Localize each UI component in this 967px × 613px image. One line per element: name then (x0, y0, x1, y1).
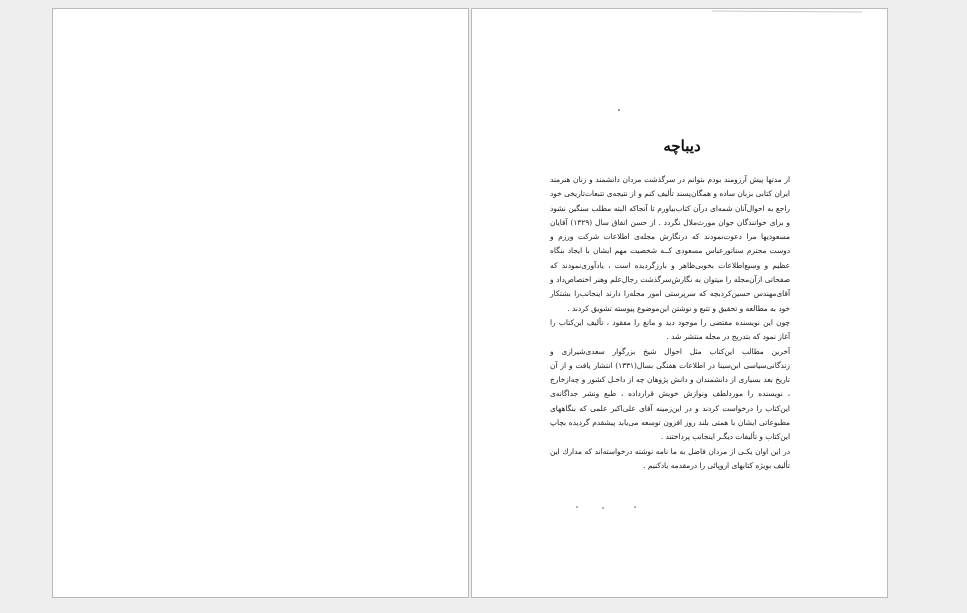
paragraph: از مدتها پیش آرزومند بودم بتوانم در سرگذشت مردان دانشمند و زنان هنرمند ایران کتابی بزبان ساده و همگان‌پسند تألیف کنم و از نتیجه‌ی تتبعات‌تاریخی خود راجع به احوال‌آنان شمه‌ای درآن کتاب‌بیاورم تا آنجاکه البته مطلب سنگین نشود و برای خوانندگان جوان مورث‌ملال نگردد . از حسن اتفاق سال (۱۳۲۹) آقایان مسعودیها مرا دعوت‌نمودند که درنگارش مجله‌ی اطلاعات شرکت ورزم و دوست محترم سناتورعباس مسعودی کــه شخصیت مهم ایشان با ایجاد بنگاه عظیم و وسیع‌اطلاعات بخوبی‌ظاهر و بارزگردیده است ، یادآوری‌نمودند که صفحاتی ازآن‌مجله را میتوان به نگارش‌سرگذشت رجال‌علم وهنر اختصاص‌داد و آقای‌مهندس حسین‌کردبچه که سرپرستی امور مجله‌را دارند اینجانب‌را بشتکار خود به مطالعه و تحقیق و تتبع و نوشتن این‌موضوع پیوسته تشویق کردند . (550, 175, 790, 313)
paragraph: چون این نویسنده مقتضی را موجود دید و مانع را مفقود ، تألیف این‌کتاب را آغاز نمود که بتدریج در مجله منتشر شد . (550, 317, 790, 342)
paragraph: آخرین مطالب این‌کتاب مثل احوال شیخ بزرگوار سعدی‌شیرازی و زندگانی‌سیاسی ابن‌سینا در اطلاعات هفتگی بسال(۱۳۳۱) انتشار یافت و از آن تاریخ بعد بسیاری از دانشمندان و دانش پژوهان چه از داخـل کشور و چه‌ازخارج ، نویسنده را موردلطف ونوازش خویش قرارداده ، طبع ونشر جداگانه‌ی این‌کتاب را درخواست کردند و در این‌زمینه آقای علی‌اکبر علمی که بنگاههای مطبوعاتی ایشان با همتی بلند روز افزون توسعه می‌یابد پیشقدم گردیده بچاپ این‌کتاب و تألیفات دیگـر اینجانب پرداختند . (550, 346, 791, 442)
document-page (471, 8, 888, 598)
scan-speck (576, 506, 578, 508)
page-title: دیباچه (663, 137, 701, 155)
scan-speck (634, 506, 636, 508)
scan-specks (572, 506, 652, 510)
scan-edge-line (712, 10, 862, 14)
scan-speck (602, 507, 604, 509)
blank-left-page (52, 8, 469, 598)
body-text (550, 173, 790, 473)
scan-speck (618, 109, 620, 111)
paragraph: در این اوان یکـی از مردان فاضل به ما نامه نوشته درخواسته‌اند که مدارك این تألیف بویژه کتابهای اروپائی را درمقدمه یادکنیم . (550, 446, 790, 470)
